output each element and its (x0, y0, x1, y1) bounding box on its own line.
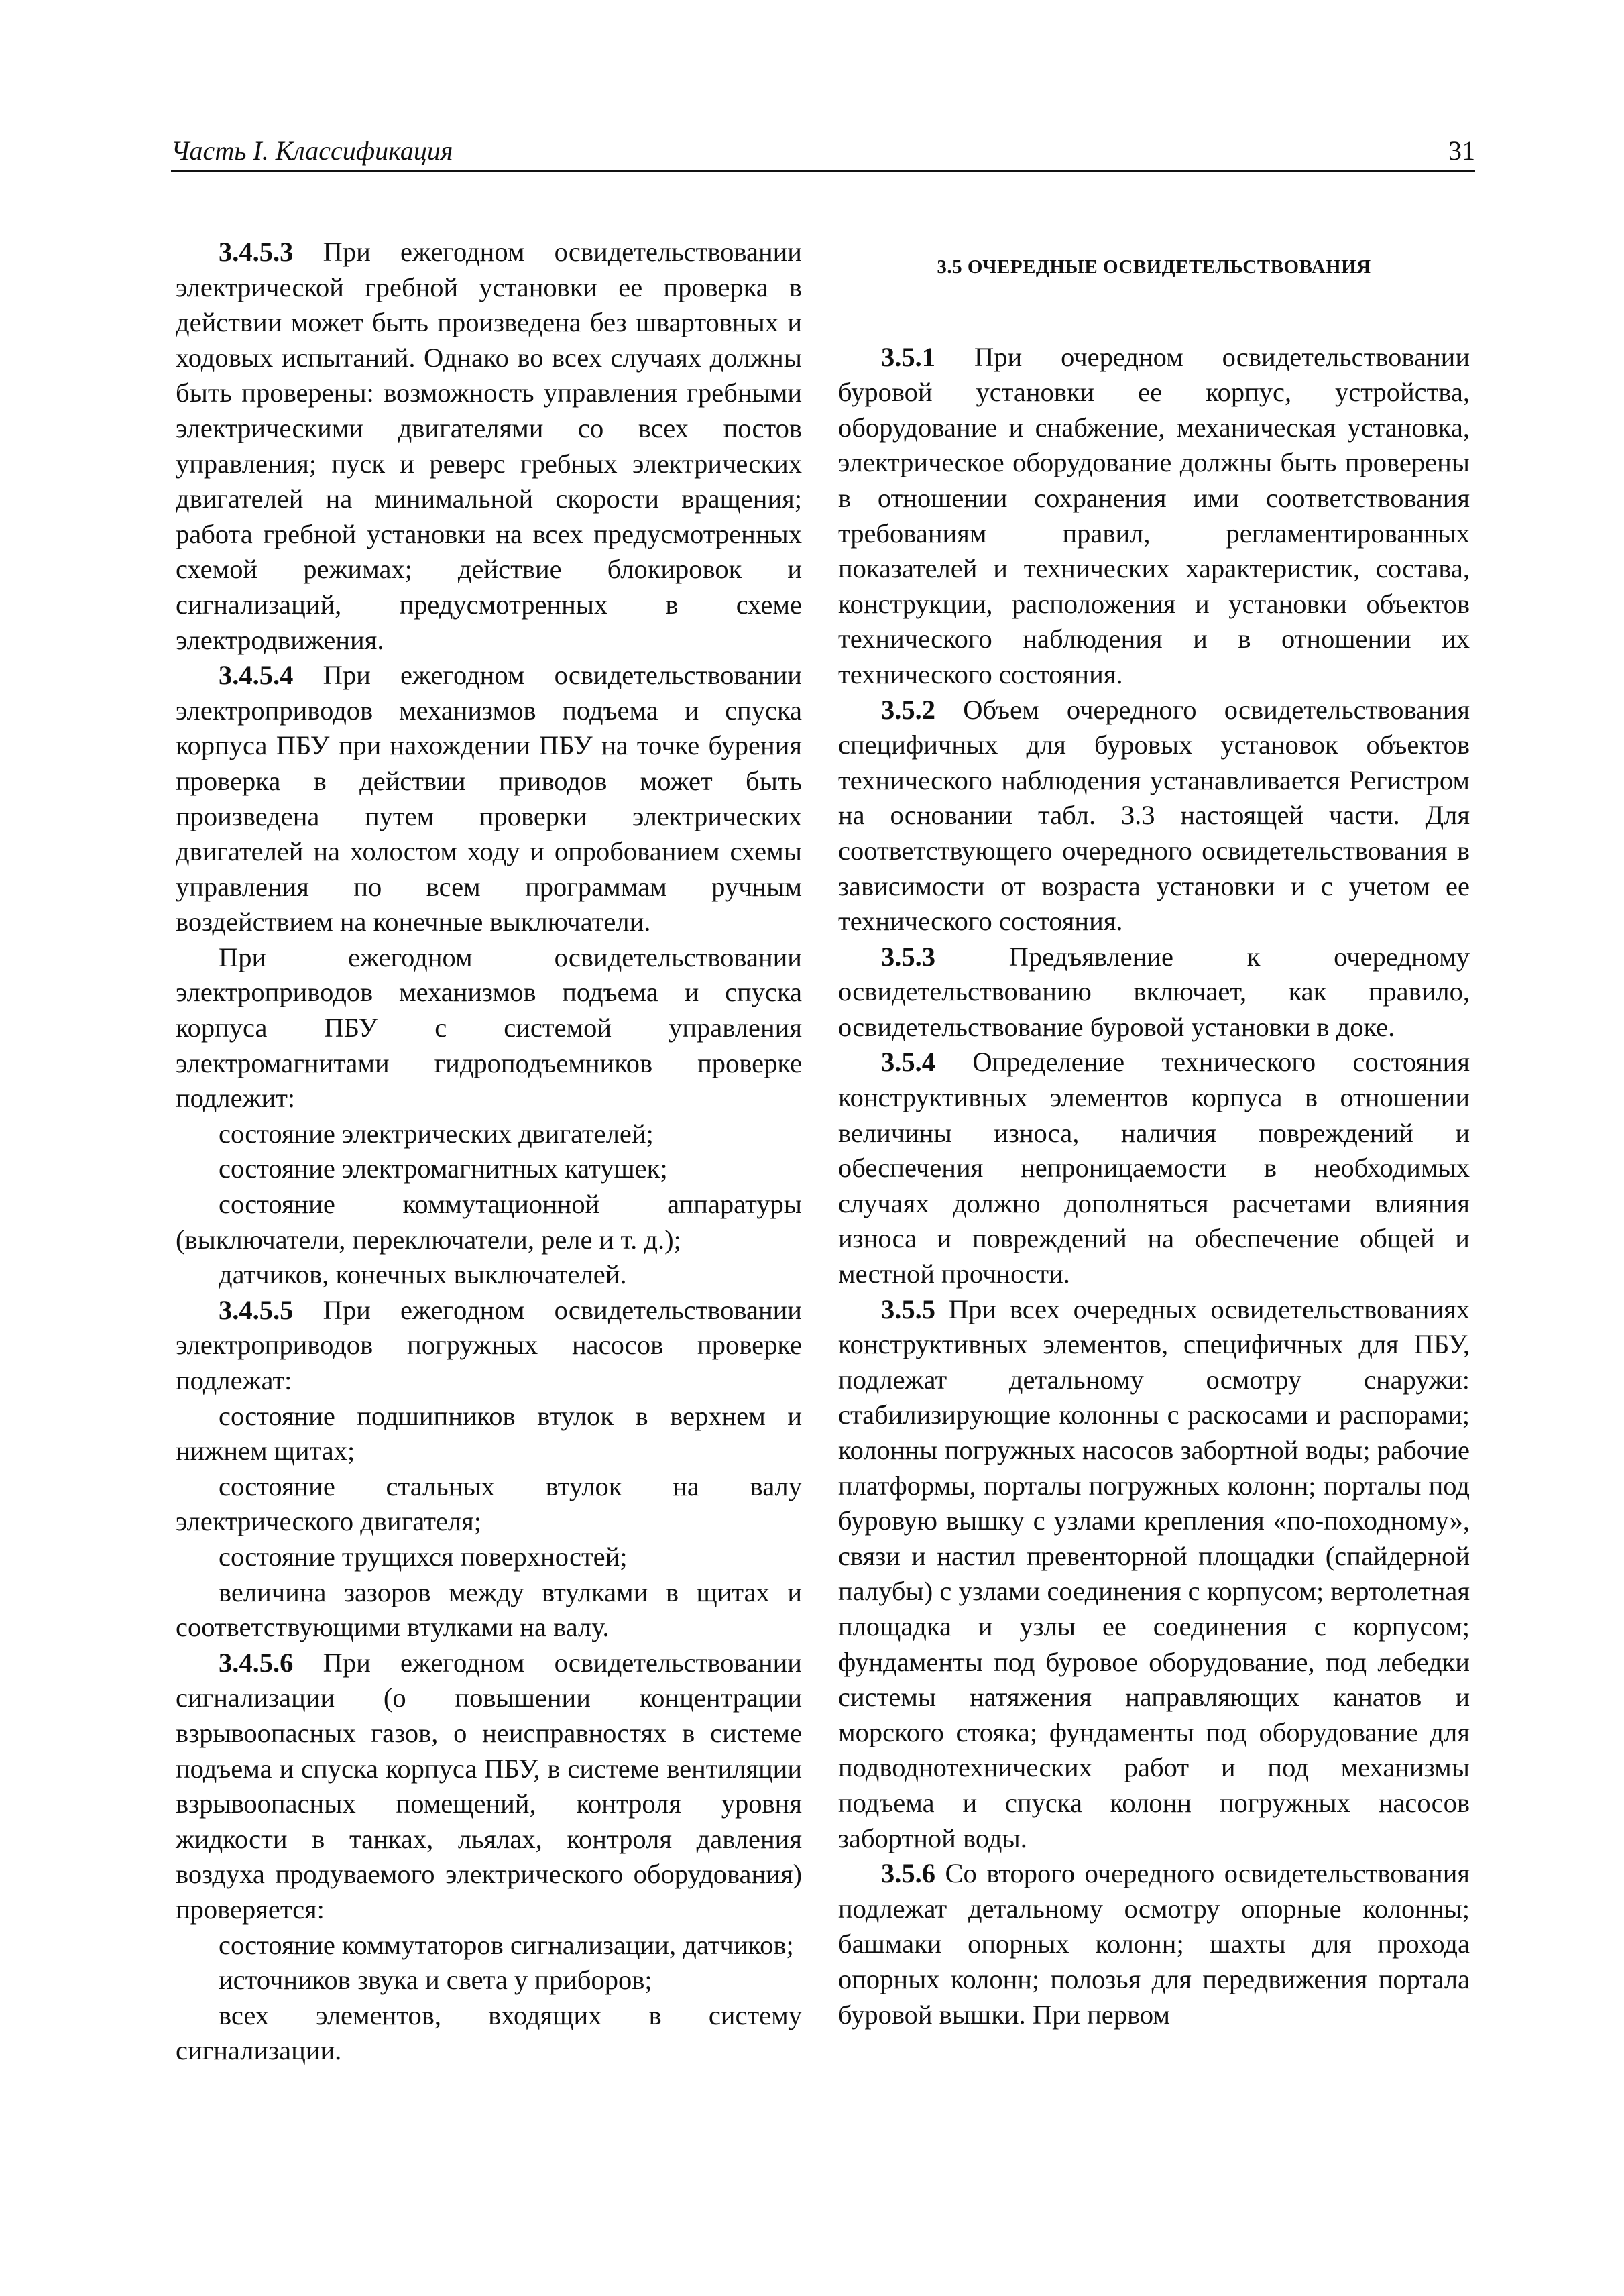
list-item: всех элементов, входящих в систему сигнализации. (176, 2000, 802, 2066)
list-item: состояние коммутаторов сигнализации, датчиков; (219, 1929, 794, 1960)
paragraph-text: Объем очередного освидетельствования специфичных для буровых установок объектов технического наблюдения устанавливается Регистром на основании табл. 3.3 настоящей части. Для соответствующего очередного освидетельствования в зависимости от возраста установки и с учетом ее технического состояния. (838, 694, 1470, 937)
paragraph-3-4-5-4 (176, 658, 802, 940)
list-item: состояние подшипников втулок в верхнем и нижнем щитах; (176, 1400, 802, 1467)
running-title: Часть I. Классификация (171, 135, 453, 166)
paragraph-3-4-5-6 (176, 1646, 802, 1928)
page-number: 31 (1448, 135, 1475, 166)
list-item: датчиков, конечных выключателей. (219, 1259, 627, 1290)
clause-number: 3.5.6 (881, 1858, 935, 1889)
paragraph-3-5-2 (838, 693, 1470, 939)
paragraph-3-5-3 (838, 939, 1470, 1045)
clause-number: 3.4.5.5 (219, 1294, 294, 1325)
section-title: 3.5 ОЧЕРЕДНЫЕ ОСВИДЕТЕЛЬСТВОВАНИЯ (937, 256, 1371, 278)
list-item: состояние трущихся поверхностей; (219, 1541, 628, 1572)
paragraph-3-4-5-5 (176, 1293, 802, 1399)
list-item: источников звука и света у приборов; (219, 1965, 652, 1996)
paragraph-text: Предъявление к очередному освидетельствованию включает, как правило, освидетельствование буровой установки в доке. (838, 941, 1470, 1042)
paragraph-text: Со второго очередного освидетельствования подлежат детальному осмотру опорные колонны; башмаки опорных колонн; шахты для прохода опорных колонн; полозья для передвижения портала буровой вышки. При первом (838, 1858, 1470, 2030)
paragraph-text: При ежегодном освидетельствовании электрической гребной установки ее проверка в действии может быть произведена без швартовных и ходовых испытаний. Однако во всех случаях должны быть проверены: возможность управления гребными электрическими двигателями со всех постов управления; пуск и реверс гребных электрических двигателей на минимальной скорости вращения; работа гребной установки на всех предусмотренных схемой режимах; действие блокировок и сигнализаций, предусмотренных в схеме электродвижения. (176, 237, 802, 655)
paragraph-text: Определение технического состояния конструктивных элементов корпуса в отношении величины износа, наличия повреждений и обеспечения непроницаемости в необходимых случаях должно дополняться расчетами влияния износа и повреждений на обеспечение общей и местной прочности. (838, 1047, 1470, 1289)
list-item: величина зазоров между втулками в щитах и соответствующими втулками на валу. (176, 1576, 802, 1643)
paragraph-3-5-5 (838, 1292, 1470, 1857)
header-rule (171, 170, 1475, 172)
clause-number: 3.5.3 (881, 941, 935, 972)
paragraph-3-5-1 (838, 340, 1470, 693)
list-item: состояние электрических двигателей; (219, 1118, 654, 1149)
paragraph-3-5-6 (838, 1856, 1470, 2032)
clause-number: 3.4.5.4 (219, 660, 294, 691)
paragraph-text: При очередном освидетельствовании буровой установки ее корпус, устройства, оборудование и снабжение, механическая установка, электрическое оборудование должны быть проверены в отношении сохранения ими соответствования требованиям правил, регламентированных показателей и технических характеристик, состава, конструкции, расположения и установки объектов технического наблюдения и в отношении их технического состояния. (838, 341, 1470, 689)
clause-number: 3.4.5.3 (219, 237, 294, 267)
page-header (171, 131, 1475, 172)
list-item: состояние стальных втулок на валу электрического двигателя; (176, 1471, 802, 1537)
clause-number: 3.5.2 (881, 694, 935, 725)
paragraph-text: При ежегодном освидетельствовании сигнализации (о повышении концентрации взрывоопасных газов, о неисправностях в системе подъема и спуска корпуса ПБУ, в системе вентиляции взрывоопасных помещений, контроля уровня жидкости в танках, льялах, контроля давления воздуха продуваемого электрического оборудования) проверяется: (176, 1647, 802, 1925)
paragraph-text: При ежегодном освидетельствовании электроприводов механизмов подъема и спуска корпуса ПБУ при нахождении ПБУ на точке бурения проверка в действии приводов может быть произведена путем проверки электрических двигателей на холостом ходу и опробованием схемы управления по всем программам ручным воздействием на конечные выключатели. (176, 660, 802, 937)
paragraph-3-5-4 (838, 1045, 1470, 1292)
paragraph-3-4-5-3 (176, 235, 802, 658)
clause-number: 3.5.1 (881, 341, 935, 372)
clause-number: 3.5.5 (881, 1294, 935, 1324)
paragraph-text: При ежегодном освидетельствовании электроприводов погружных насосов проверке подлежат: (176, 1294, 802, 1395)
left-column (176, 235, 802, 2069)
list-item: состояние коммутационной аппаратуры (выключатели, переключатели, реле и т. д.); (176, 1189, 802, 1255)
list-item: состояние электромагнитных катушек; (219, 1153, 668, 1184)
right-column (838, 235, 1470, 2032)
paragraph-hydro-intro: При ежегодном освидетельствовании электроприводов механизмов подъема и спуска корпуса ПБУ с системой управления электромагнитами гидроподъемников проверке подлежит: (176, 941, 802, 1114)
clause-number: 3.5.4 (881, 1047, 935, 1078)
clause-number: 3.4.5.6 (219, 1647, 294, 1678)
paragraph-text: При всех очередных освидетельствованиях конструктивных элементов, специфичных для ПБУ, подлежат детальному осмотру снаружи: стабилизирующие колонны с раскосами и распорами; колонны погружных насосов забортной воды; рабочие платформы, порталы погружных колонн; порталы под буровую вышку с узлами крепления «по-походному», связи и настил превенторной площадки (спайдерной палубы) с узлами соединения с корпусом; вертолетная площадка и узлы ее соединения с корпусом; фундаменты под буровое оборудование, под лебедки системы натяжения направляющих канатов и морского стояка; фундаменты под оборудование для подводнотехнических работ и под механизмы подъема и спуска колонн погружных насосов забортной воды. (838, 1294, 1470, 1853)
